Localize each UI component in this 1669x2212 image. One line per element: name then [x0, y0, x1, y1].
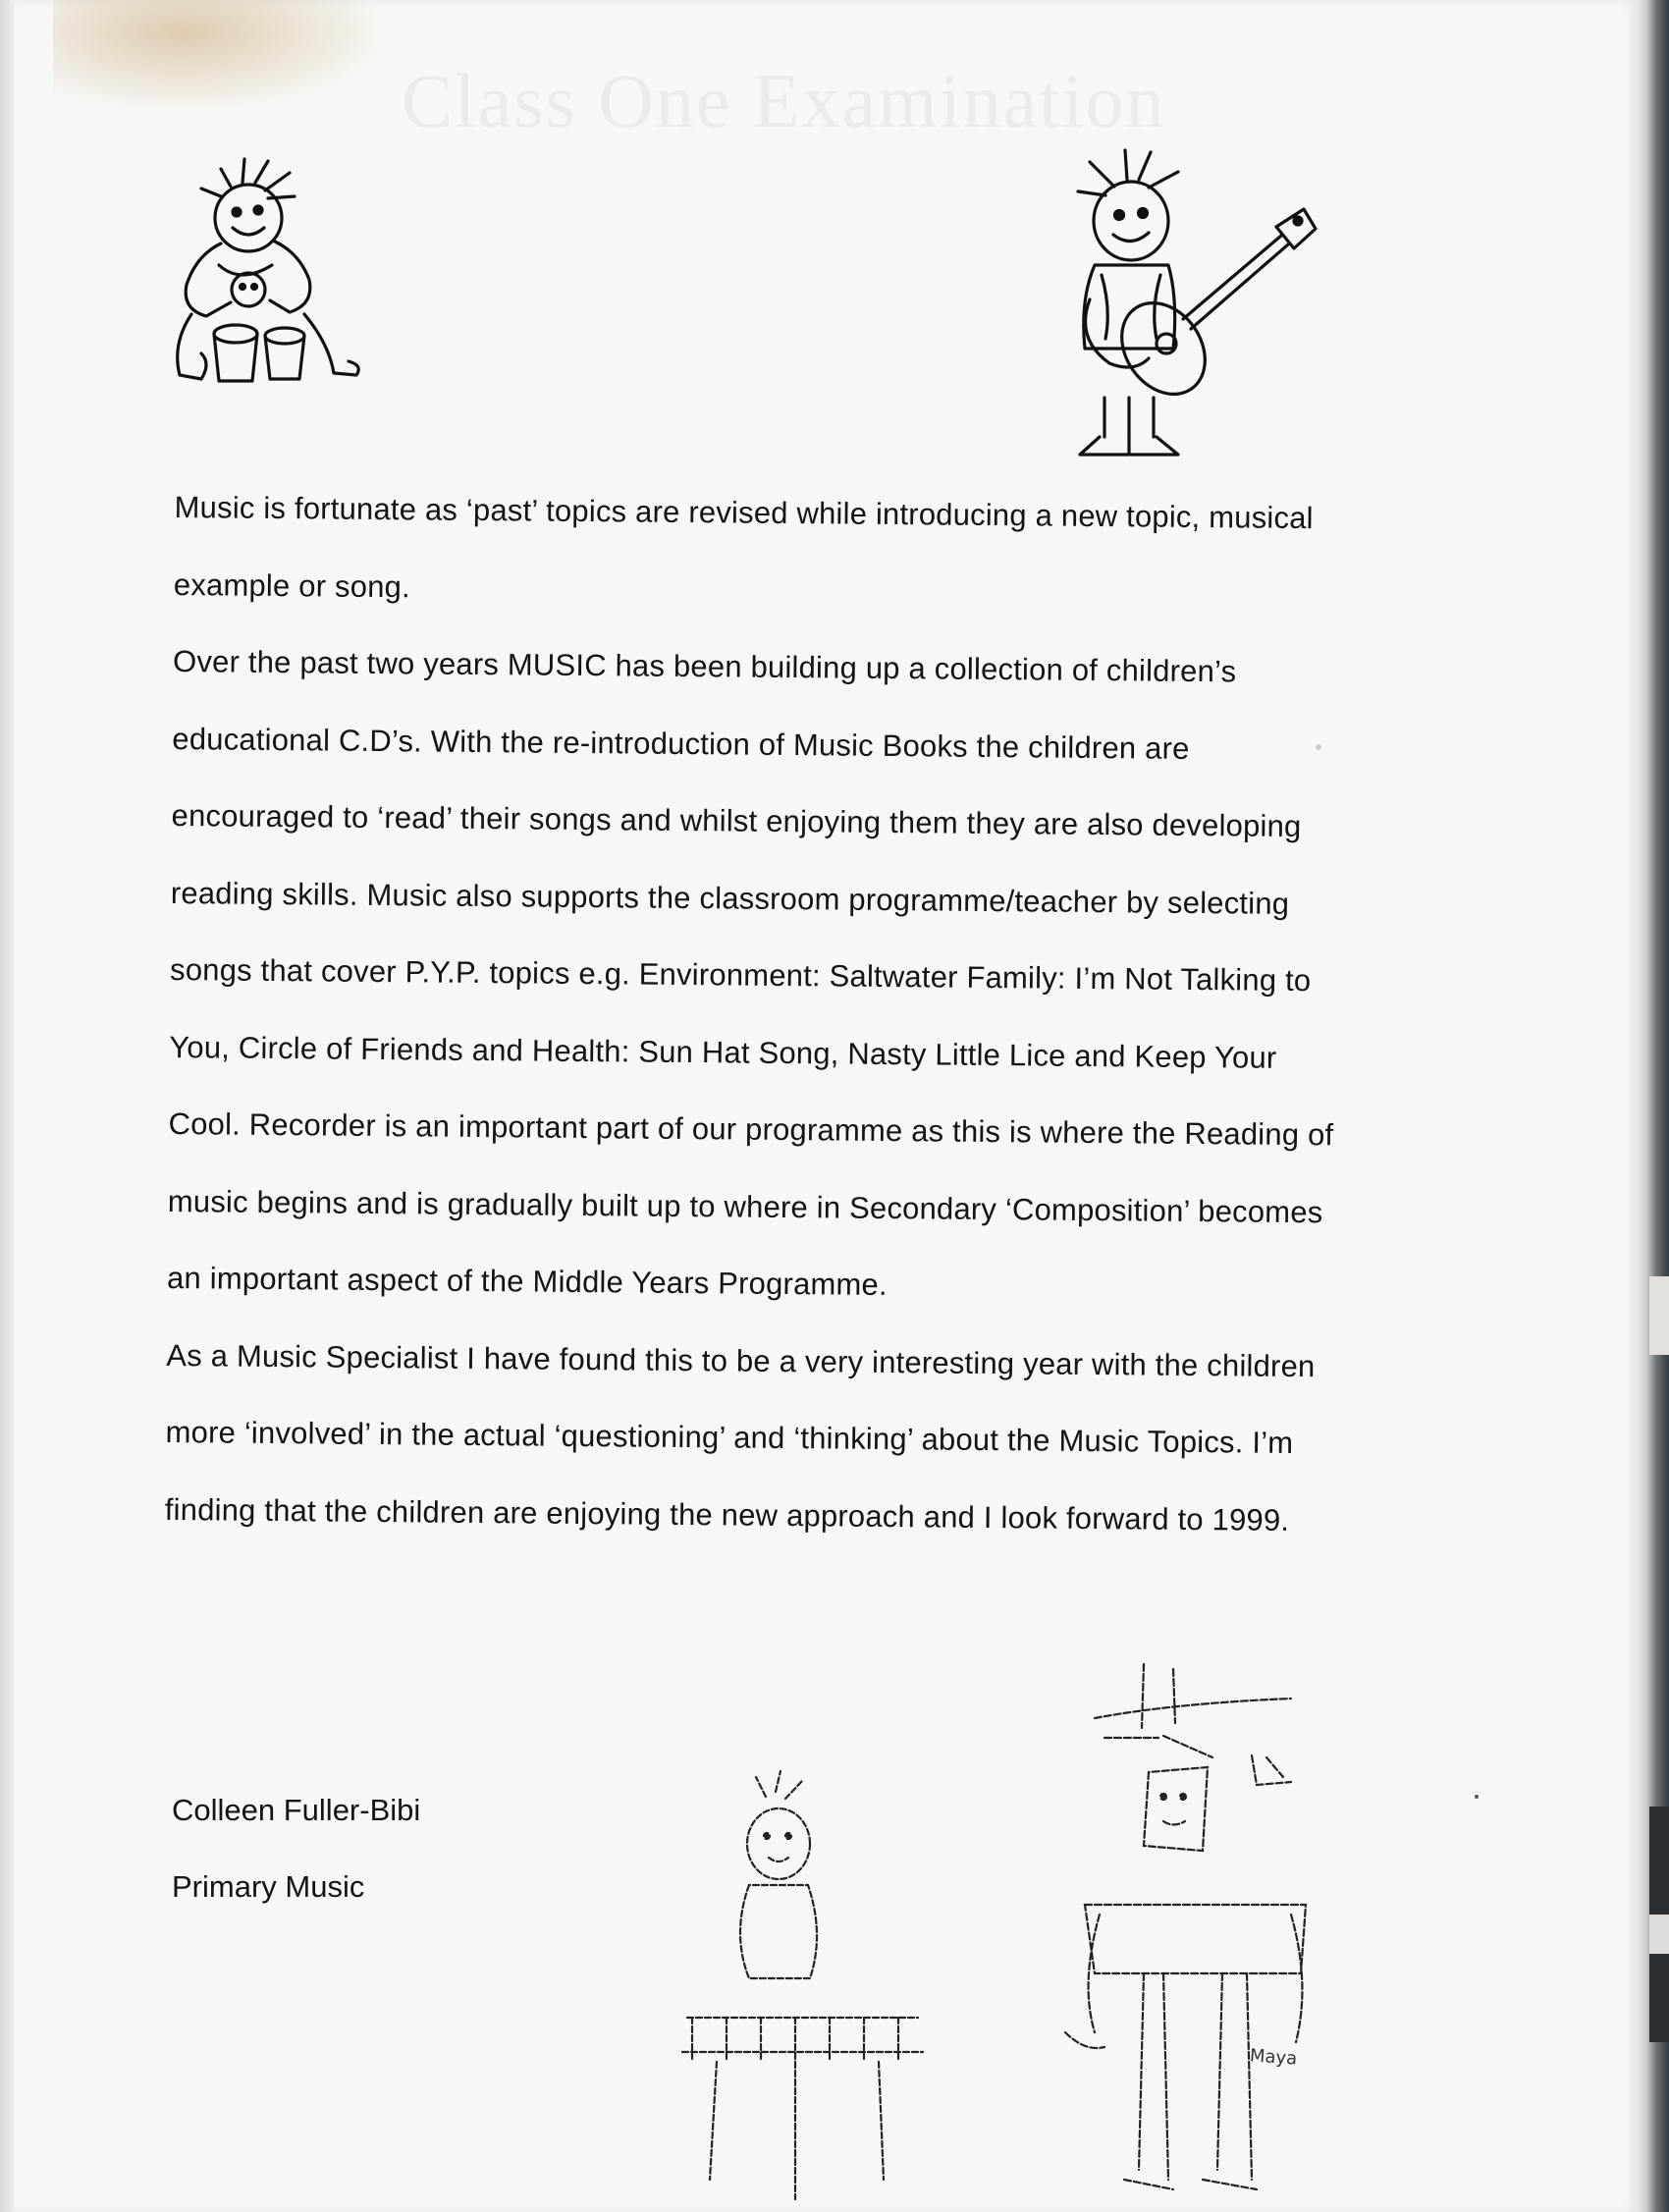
page-left-edge: [0, 0, 14, 2212]
author-name: Colleen Fuller-Bibi: [172, 1793, 421, 1827]
article-body: [164, 469, 1342, 1559]
guitarist-cartoon-icon: [1041, 142, 1335, 471]
drummer-cartoon-icon: [162, 147, 407, 393]
bleed-through-title: Class One Examination: [402, 58, 1166, 143]
water-stain: [53, 0, 377, 108]
child-figure-drawing-icon: [1026, 1659, 1320, 2204]
paragraph-2: Over the past two years MUSIC has been building up a collection of children’s educational C.D’s. With the re-introduction of Music Books the children are encouraged to ‘read’ their songs and whilst enjoying them they are also developing reading skills. Music also supports the classroom programme/teacher by selecting songs that cover P.Y.P. topics e.g. Environment: Saltwater Family: I’m Not Talking to You, Circle of Friends and Health: Sun Hat Song, Nasty Little Lice and Keep Your Cool. Recorder is an important part of our programme as this is where the Reading of music begins and is gradually built up to where in Secondary ‘Composition’ becomes an important aspect of the Middle Years Programme.: [166, 643, 1334, 1303]
scan-fleck: [1316, 744, 1321, 750]
author-role: Primary Music: [172, 1869, 365, 1904]
child-drawing-signature: Maya: [1249, 2045, 1298, 2070]
paragraph-3: As a Music Specialist I have found this to be a very interesting year with the children more ‘involved’ in the actual ‘questioning’ and ‘thinking’ about the Music Topics. I’m finding that the children are enjoying the new approach and I look forward to 1999.: [164, 1337, 1316, 1538]
page-right-edge: [1638, 0, 1669, 2212]
child-xylophone-drawing-icon: [673, 1767, 933, 2204]
scan-fleck: [1475, 1795, 1479, 1799]
signature-block: [172, 1772, 420, 1925]
paragraph-1: Music is fortunate as ‘past’ topics are revised while introducing a new topic, musical example or song.: [173, 489, 1314, 604]
